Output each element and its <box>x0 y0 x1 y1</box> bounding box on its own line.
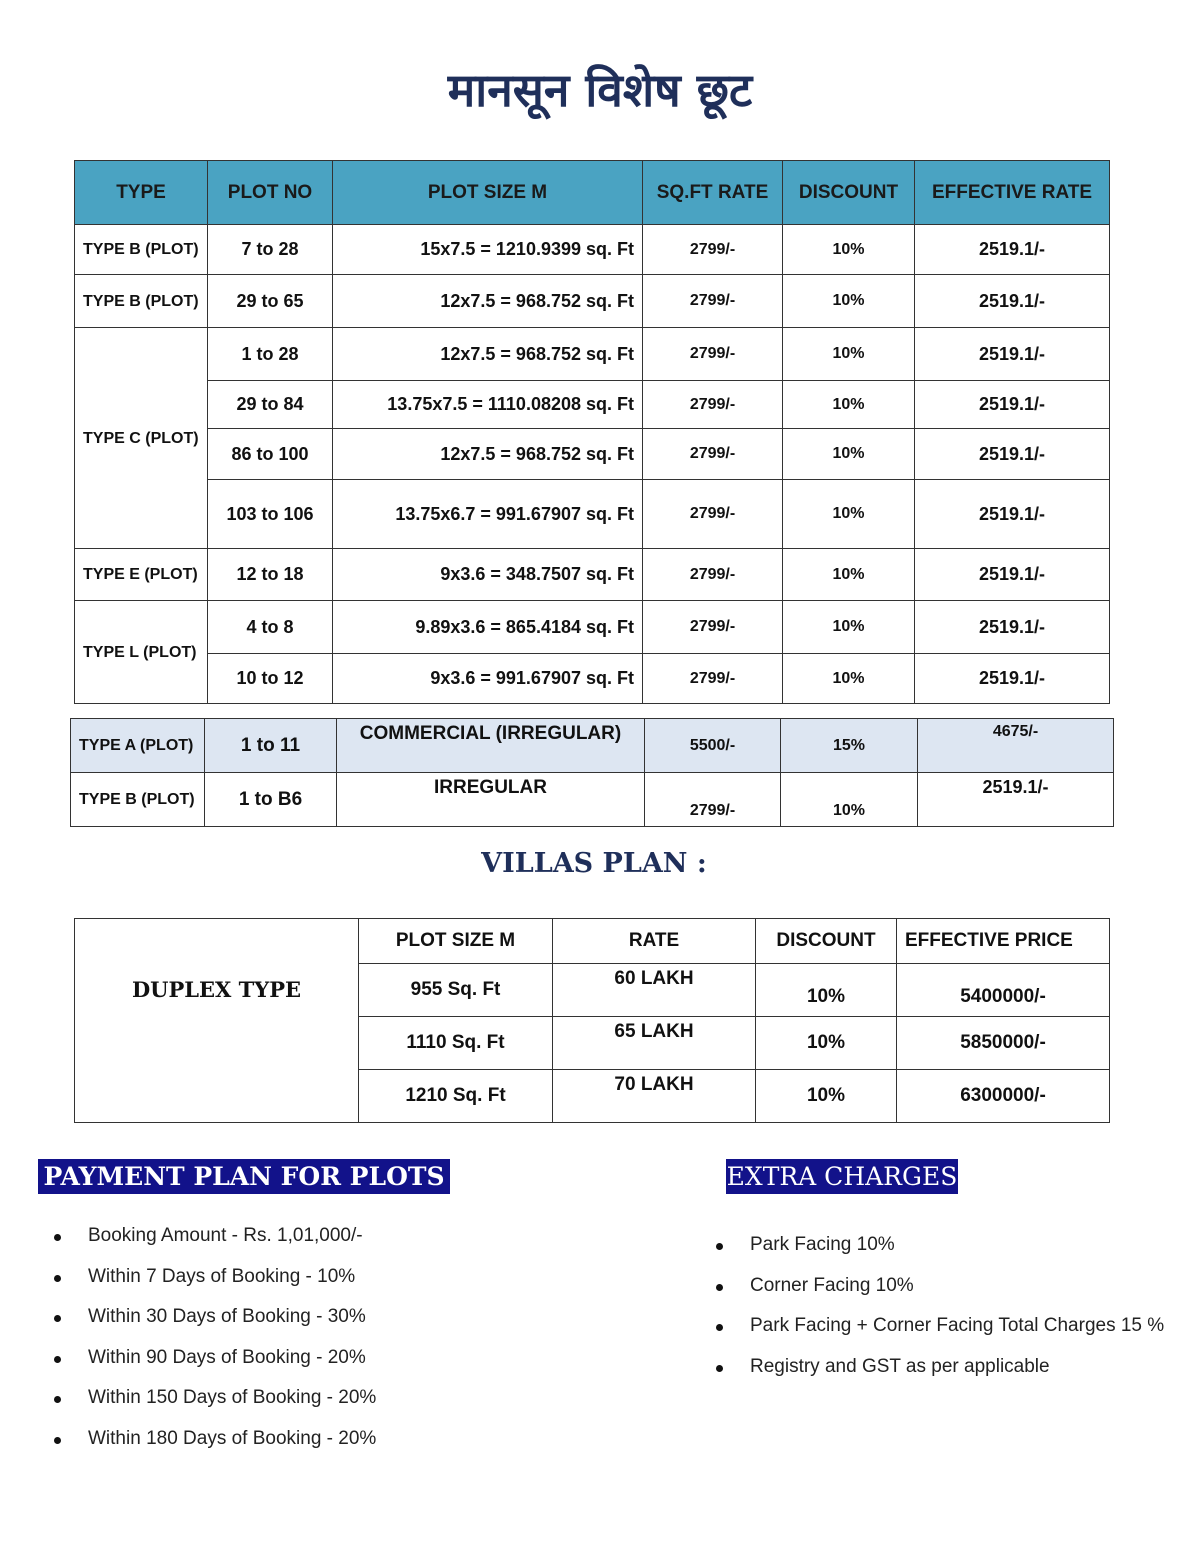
header-discount: DISCOUNT <box>756 919 897 964</box>
type-cell: TYPE A (PLOT) <box>71 719 205 773</box>
list-item: Booking Amount - Rs. 1,01,000/- <box>38 1225 598 1266</box>
discount-cell: 10% <box>781 773 918 827</box>
plot-no-cell: 1 to 11 <box>205 719 337 773</box>
list-item: Park Facing 10% <box>700 1234 1190 1275</box>
plot-no-cell: 29 to 84 <box>208 381 333 429</box>
type-cell: TYPE E (PLOT) <box>75 549 208 601</box>
effective-cell: 2519.1/- <box>915 275 1110 328</box>
effective-cell: 2519.1/- <box>915 328 1110 381</box>
header-discount: DISCOUNT <box>783 161 915 225</box>
table-row <box>71 719 1114 773</box>
list-item: Within 30 Days of Booking - 30% <box>38 1306 598 1347</box>
rate-cell: 65 LAKH <box>553 1017 756 1070</box>
table-row <box>75 654 1110 704</box>
list-item: Within 150 Days of Booking - 20% <box>38 1387 598 1428</box>
table-row <box>75 549 1110 601</box>
discount-cell: 10% <box>756 1070 897 1123</box>
page-title: मानसून विशेष छूट <box>447 63 753 117</box>
price-cell: 5850000/- <box>897 1017 1110 1070</box>
size-cell: 1110 Sq. Ft <box>359 1017 553 1070</box>
effective-cell: 2519.1/- <box>915 601 1110 654</box>
table-row <box>71 773 1114 827</box>
plot-no-cell: 4 to 8 <box>208 601 333 654</box>
header-effective-rate: EFFECTIVE RATE <box>915 161 1110 225</box>
table-row <box>75 275 1110 328</box>
rate-cell: 2799/- <box>643 381 783 429</box>
list-item: Within 90 Days of Booking - 20% <box>38 1347 598 1388</box>
effective-cell: 4675/- <box>918 719 1114 773</box>
effective-cell: 2519.1/- <box>915 654 1110 704</box>
list-item: Corner Facing 10% <box>700 1275 1190 1316</box>
discount-cell: 10% <box>783 275 915 328</box>
header-rate: RATE <box>553 919 756 964</box>
villas-header-row <box>75 919 1110 964</box>
rate-cell: 2799/- <box>643 654 783 704</box>
list-item: Within 7 Days of Booking - 10% <box>38 1266 598 1307</box>
plot-no-cell: 7 to 28 <box>208 225 333 275</box>
discount-cell: 15% <box>781 719 918 773</box>
duplex-type-cell: DUPLEX TYPE <box>75 919 359 1123</box>
type-cell: TYPE L (PLOT) <box>75 601 208 704</box>
rate-cell: 2799/- <box>643 601 783 654</box>
payment-plan-banner: PAYMENT PLAN FOR PLOTS <box>38 1159 450 1194</box>
effective-cell: 2519.1/- <box>915 225 1110 275</box>
plots-header-row <box>75 161 1110 225</box>
plot-size-cell: 9x3.6 = 991.67907 sq. Ft <box>333 654 643 704</box>
extra-charges-list <box>700 1234 1190 1396</box>
rate-cell: 70 LAKH <box>553 1070 756 1123</box>
effective-cell: 2519.1/- <box>915 480 1110 549</box>
size-cell: 955 Sq. Ft <box>359 964 553 1017</box>
list-item: Within 180 Days of Booking - 20% <box>38 1428 598 1469</box>
header-type: TYPE <box>75 161 208 225</box>
discount-cell: 10% <box>783 381 915 429</box>
table-row <box>75 429 1110 480</box>
plots-table <box>74 160 1110 704</box>
plot-size-cell: 9x3.6 = 348.7507 sq. Ft <box>333 549 643 601</box>
discount-cell: 10% <box>783 480 915 549</box>
type-cell: TYPE B (PLOT) <box>75 275 208 328</box>
rate-cell: 2799/- <box>645 773 781 827</box>
table-row <box>75 328 1110 381</box>
rate-cell: 2799/- <box>643 480 783 549</box>
plot-size-cell: IRREGULAR <box>337 773 645 827</box>
table-row <box>75 601 1110 654</box>
discount-cell: 10% <box>756 1017 897 1070</box>
price-cell: 5400000/- <box>897 964 1110 1017</box>
rate-cell: 2799/- <box>643 328 783 381</box>
effective-cell: 2519.1/- <box>915 549 1110 601</box>
type-cell: TYPE C (PLOT) <box>75 328 208 549</box>
table-row <box>75 225 1110 275</box>
plot-size-cell: 13.75x6.7 = 991.67907 sq. Ft <box>333 480 643 549</box>
extra-charges-banner: EXTRA CHARGES <box>726 1159 958 1194</box>
discount-cell: 10% <box>783 654 915 704</box>
type-cell: TYPE B (PLOT) <box>71 773 205 827</box>
rate-cell: 2799/- <box>643 549 783 601</box>
discount-cell: 10% <box>756 964 897 1017</box>
plot-size-cell: COMMERCIAL (IRREGULAR) <box>337 719 645 773</box>
type-cell: TYPE B (PLOT) <box>75 225 208 275</box>
plot-size-cell: 9.89x3.6 = 865.4184 sq. Ft <box>333 601 643 654</box>
plot-no-cell: 1 to B6 <box>205 773 337 827</box>
villas-plan-title: VILLAS PLAN : <box>481 848 707 879</box>
discount-cell: 10% <box>783 549 915 601</box>
plot-size-cell: 12x7.5 = 968.752 sq. Ft <box>333 275 643 328</box>
list-item: Registry and GST as per applicable <box>700 1356 1190 1397</box>
plot-no-cell: 103 to 106 <box>208 480 333 549</box>
price-cell: 6300000/- <box>897 1070 1110 1123</box>
effective-cell: 2519.1/- <box>915 381 1110 429</box>
discount-cell: 10% <box>783 225 915 275</box>
discount-cell: 10% <box>783 429 915 480</box>
rate-cell: 2799/- <box>643 275 783 328</box>
plot-size-cell: 12x7.5 = 968.752 sq. Ft <box>333 328 643 381</box>
plot-no-cell: 10 to 12 <box>208 654 333 704</box>
special-plots-table <box>70 718 1114 827</box>
effective-cell: 2519.1/- <box>918 773 1114 827</box>
payment-plan-list <box>38 1225 598 1469</box>
plot-no-cell: 29 to 65 <box>208 275 333 328</box>
header-plot-size: PLOT SIZE M <box>359 919 553 964</box>
rate-cell: 60 LAKH <box>553 964 756 1017</box>
plot-no-cell: 86 to 100 <box>208 429 333 480</box>
plot-size-cell: 12x7.5 = 968.752 sq. Ft <box>333 429 643 480</box>
table-row <box>75 381 1110 429</box>
table-row <box>75 480 1110 549</box>
header-plot-no: PLOT NO <box>208 161 333 225</box>
header-plot-size: PLOT SIZE M <box>333 161 643 225</box>
rate-cell: 5500/- <box>645 719 781 773</box>
header-effective-price: EFFECTIVE PRICE <box>897 919 1110 964</box>
plot-size-cell: 15x7.5 = 1210.9399 sq. Ft <box>333 225 643 275</box>
rate-cell: 2799/- <box>643 225 783 275</box>
header-sqft-rate: SQ.FT RATE <box>643 161 783 225</box>
list-item: Park Facing + Corner Facing Total Charges 15 % <box>700 1315 1190 1356</box>
plot-no-cell: 12 to 18 <box>208 549 333 601</box>
plot-no-cell: 1 to 28 <box>208 328 333 381</box>
discount-cell: 10% <box>783 601 915 654</box>
size-cell: 1210 Sq. Ft <box>359 1070 553 1123</box>
rate-cell: 2799/- <box>643 429 783 480</box>
plot-size-cell: 13.75x7.5 = 1110.08208 sq. Ft <box>333 381 643 429</box>
effective-cell: 2519.1/- <box>915 429 1110 480</box>
discount-cell: 10% <box>783 328 915 381</box>
villas-table <box>74 918 1110 1123</box>
